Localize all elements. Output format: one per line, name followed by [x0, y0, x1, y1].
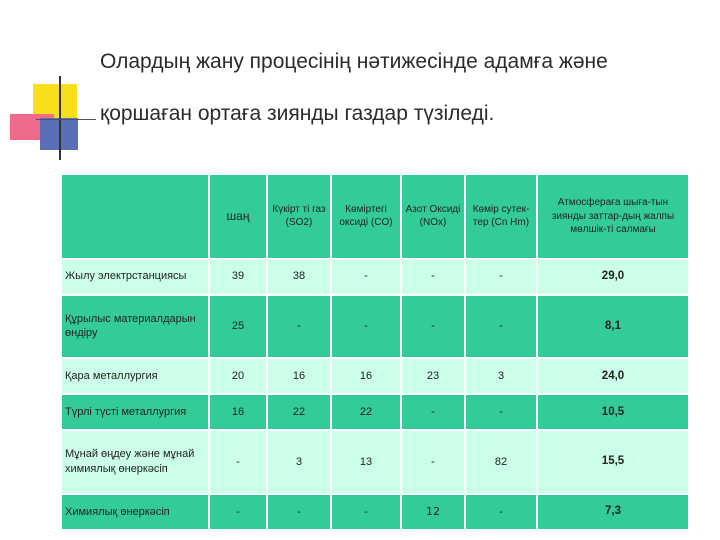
emissions-table [60, 173, 690, 531]
cell-nox: - [402, 395, 464, 429]
row-label: Жылу электрстанциясы [62, 260, 208, 294]
table-row [62, 260, 688, 294]
cell-so2: 16 [268, 359, 330, 393]
cell-total: 24,0 [538, 359, 688, 393]
cell-hydrocarbons: - [466, 260, 536, 294]
cell-dust: - [210, 495, 266, 529]
header-so2: Күкірт ті газ (SO2) [268, 175, 330, 258]
cell-co: 13 [332, 431, 400, 493]
header-total-mass: Атмосфераға шыға-тын зиянды заттар-дың жалпы мөлшік-ті салмағы [538, 175, 688, 258]
header-co: Көміртегі оксиді (CO) [332, 175, 400, 258]
cell-so2: 3 [268, 431, 330, 493]
cell-co: 16 [332, 359, 400, 393]
cell-hydrocarbons: - [466, 495, 536, 529]
cell-dust: - [210, 431, 266, 493]
table-row [62, 395, 688, 429]
cell-co: 22 [332, 395, 400, 429]
cell-hydrocarbons: 82 [466, 431, 536, 493]
cell-total: 15,5 [538, 431, 688, 493]
cell-nox: - [402, 431, 464, 493]
cell-total: 7,3 [538, 495, 688, 529]
header-hydrocarbons: Көмір сутек-тер (Cn Hm) [466, 175, 536, 258]
cell-so2: 22 [268, 395, 330, 429]
cell-so2: 38 [268, 260, 330, 294]
row-label: Мұнай өңдеу және мұнай химиялық өнеркәсіп [62, 431, 208, 493]
header-nox: Азот Оксиді (NOx) [402, 175, 464, 258]
cell-hydrocarbons: 3 [466, 359, 536, 393]
slide-title-line-1: Олардың жану процесінің нәтижесінде адамға және [100, 50, 608, 73]
decor-horizontal-line [36, 119, 96, 120]
cell-total: 10,5 [538, 395, 688, 429]
row-label: Химиялық өнеркәсіп [62, 495, 208, 529]
table-header-row [62, 175, 688, 258]
cell-nox: - [402, 260, 464, 294]
cell-co: - [332, 296, 400, 358]
cell-dust: 16 [210, 395, 266, 429]
cell-total: 8,1 [538, 296, 688, 358]
cell-dust: 39 [210, 260, 266, 294]
cell-dust: 20 [210, 359, 266, 393]
table-row [62, 431, 688, 493]
cell-hydrocarbons: - [466, 296, 536, 358]
cell-co: - [332, 260, 400, 294]
header-corner [62, 175, 208, 258]
table-row [62, 359, 688, 393]
slide-title [100, 36, 710, 140]
cell-nox: - [402, 296, 464, 358]
cell-total: 29,0 [538, 260, 688, 294]
row-label: Түрлі түсті металлургия [62, 395, 208, 429]
cell-nox: 23 [402, 359, 464, 393]
slide-title-line-2: қоршаған ортаға зиянды газдар түзіледі. [100, 102, 495, 125]
cell-so2: - [268, 495, 330, 529]
row-label: Құрылыс материалдарын өндіру [62, 296, 208, 358]
cell-dust: 25 [210, 296, 266, 358]
header-dust: шаң [210, 175, 266, 258]
cell-co: - [332, 495, 400, 529]
decor-vertical-line [59, 76, 61, 160]
cell-hydrocarbons: - [466, 395, 536, 429]
row-label: Қара металлургия [62, 359, 208, 393]
cell-nox: 12 [402, 495, 464, 529]
table-row [62, 296, 688, 358]
table-row [62, 495, 688, 529]
cell-so2: - [268, 296, 330, 358]
